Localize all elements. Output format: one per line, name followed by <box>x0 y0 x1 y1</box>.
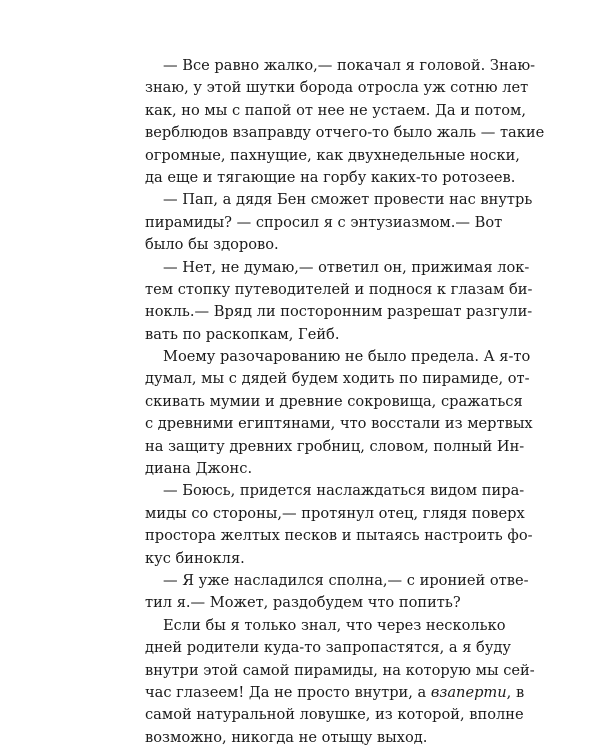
text-line <box>145 189 533 211</box>
text-line <box>145 436 525 458</box>
text-line-content: — Боюсь, придется наслаждаться видом пира- <box>163 482 525 500</box>
text-line-content: простора желтых песков и пытаясь настроить фо- <box>145 527 533 545</box>
text-line <box>145 413 533 435</box>
text-line <box>145 145 520 167</box>
text-line <box>145 301 533 323</box>
text-line-content: тем стопку путеводителей и поднося к глазам би- <box>145 280 533 298</box>
text-line-content: самой натуральной ловушке, из которой, вполне <box>145 706 524 724</box>
text-line <box>145 458 497 480</box>
text-line <box>145 704 524 726</box>
text-line-content: знаю, у этой шутки борода отросла уж сотню лет <box>145 79 529 97</box>
text-line-tail: , в <box>506 683 525 701</box>
text-line <box>145 122 545 144</box>
text-line <box>145 368 530 390</box>
text-line-content: — Все равно жалко,— покачал я головой. Знаю- <box>163 57 536 74</box>
text-line <box>145 391 523 413</box>
text-line <box>145 234 497 256</box>
text-line-content: — Я уже насладился сполна,— с иронией отве- <box>163 571 529 589</box>
text-line-content: думал, мы с дядей будем ходить по пирамиде, от- <box>145 370 530 388</box>
text-line-content: было бы здорово. <box>145 236 279 254</box>
text-line-content: как, но мы с папой от нее не устаем. Да и потом, <box>145 101 526 119</box>
text-line-content: возможно, никогда не отыщу выход. <box>145 728 428 746</box>
text-line <box>145 257 530 279</box>
text-line-content: миды со стороны,— протянул отец, глядя поверх <box>145 504 525 522</box>
text-line-content: огромные, пахнущие, как двухнедельные носки, <box>145 146 520 164</box>
text-line <box>145 615 506 637</box>
text-line <box>145 77 529 99</box>
text-line-content: кус бинокля. <box>145 549 245 567</box>
text-line <box>145 503 525 525</box>
text-line-content: пирамиды? — спросил я с энтузиазмом.— Вот <box>145 213 503 231</box>
text-line <box>145 660 535 682</box>
text-line <box>145 570 529 592</box>
text-line <box>145 279 533 301</box>
text-line <box>145 637 511 659</box>
text-line <box>145 55 536 77</box>
text-line-content: — Нет, не думаю,— ответил он, прижимая лок- <box>163 258 530 276</box>
text-line-content: дней родители куда-то запропастятся, а я буду <box>145 639 511 657</box>
text-line <box>145 100 526 122</box>
text-line <box>145 592 497 614</box>
text-line <box>145 525 533 547</box>
text-line-content: верблюдов взаправду отчего-то было жаль — такие <box>145 124 545 142</box>
text-line <box>145 346 531 368</box>
text-line-content: диана Джонс. <box>145 460 253 478</box>
text-line-content: — Пап, а дядя Бен сможет провести нас внутрь <box>163 191 533 209</box>
text-line <box>145 212 503 234</box>
text-line <box>145 480 525 502</box>
text-line <box>145 167 516 189</box>
body-text <box>145 55 545 749</box>
text-line <box>145 682 525 704</box>
text-line-content: да еще и тягающие на горбу каких-то ротозеев. <box>145 168 516 186</box>
text-line <box>145 324 497 346</box>
text-line-content: Если бы я только знал, что через несколько <box>163 616 506 634</box>
text-line-content: с древними египтянами, что восстали из мертвых <box>145 415 533 433</box>
text-line <box>145 548 497 570</box>
text-line <box>145 727 497 749</box>
text-line-content: внутри этой самой пирамиды, на которую мы сей- <box>145 661 535 679</box>
text-line-content: вать по раскопкам, Гейб. <box>145 325 340 343</box>
text-line-content: нокль.— Вряд ли посторонним разрешат разгули- <box>145 303 533 321</box>
text-line-content: тил я.— Может, раздобудем что попить? <box>145 594 461 612</box>
text-line-content: Моему разочарованию не было предела. А я-то <box>163 348 531 366</box>
text-line-content: скивать мумии и древние сокровища, сражаться <box>145 392 523 410</box>
italic-emphasis: взаперти <box>430 683 507 701</box>
text-line-content: час глазеем! Да не просто внутри, а <box>145 683 431 701</box>
text-line-content: на защиту древних гробниц, словом, полный Ин- <box>145 437 525 455</box>
